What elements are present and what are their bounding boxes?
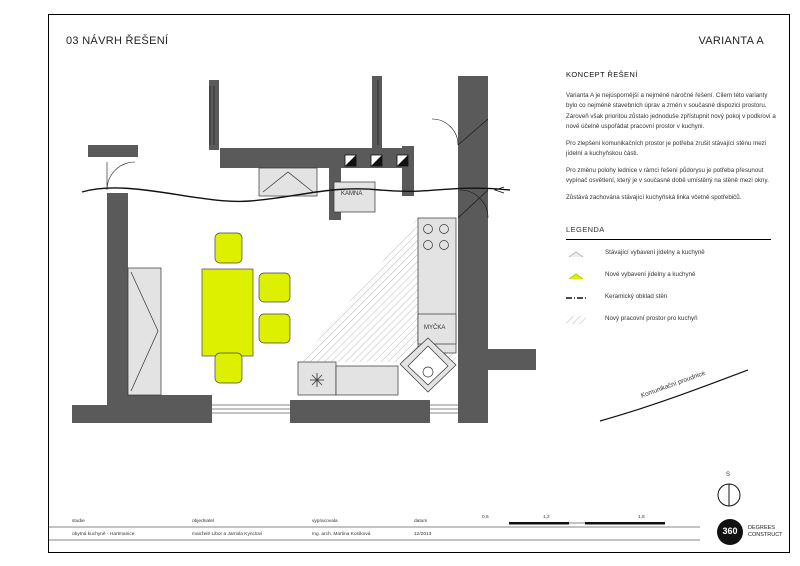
dishwasher-label: MYČKA [424, 325, 446, 331]
concept-paragraph-3: Pro změnu polohy lednice v rámci řešení půdorysu je potřeba přesunout vypínač osvětlení, který je v současné době umístěný na stěně mezi okny. [566, 166, 769, 184]
sink [423, 367, 433, 377]
kamna-label: KAMNA [341, 191, 363, 197]
legend-item-new: Nové vybavení jídelny a kuchyně [566, 270, 776, 292]
footer-value-studie: obytná kuchyně - Hartmanice [72, 532, 135, 537]
legend-title: LEGENDA [566, 225, 771, 240]
concept-panel [566, 70, 776, 336]
tile-line-swatch-icon [566, 294, 586, 302]
logo-number: 360 [722, 526, 738, 536]
north-arrow-icon [718, 484, 740, 506]
north-label: S [726, 472, 731, 478]
scale-label-1: 0,6 [482, 515, 489, 520]
communication-flow-label: Komunikační proudnice [640, 369, 707, 400]
title-block [48, 515, 788, 551]
scale-label-2: 1,2 [543, 515, 550, 520]
company-logo [716, 518, 786, 553]
new-furniture-swatch-icon [566, 272, 586, 280]
footer-label-vypracovala: vypracovala [312, 519, 338, 524]
chimney-flues [345, 155, 408, 166]
variant-title: VARIANTA A [698, 35, 764, 47]
logo-text-1: DEGREES [748, 525, 775, 531]
footer-value-datum: 12/2013 [414, 532, 432, 537]
new-dining-set [202, 233, 290, 383]
footer-value-vypracovala: Ing. arch. Martina Kosíková [312, 532, 371, 537]
logo-text-2: CONSTRUCT [748, 532, 783, 538]
hatch-swatch-icon [566, 316, 586, 324]
legend-item-existing: Stávající vybavení jídelny a kuchyně [566, 248, 776, 270]
concept-paragraph-1: Varianta A je nejúspornější a nejméně náročné řešení. Cílem této varianty bylo co nejméně stavebních úprav a změn v současné dispozici prostoru. Zároveň však prioritou zůstalo jednoduše zpřístupnit nový pokoj v podkroví a nově účelně uspořádat pracovní prostor v kuchyni. [566, 91, 776, 130]
sheet-title: 03 NÁVRH ŘEŠENÍ [66, 35, 169, 47]
concept-title: KONCEPT ŘEŠENÍ [566, 70, 638, 79]
fridge-symbol [310, 373, 324, 387]
footer-label-studie: studie [72, 519, 85, 524]
legend-item-tiles: Keramický obklad stěn [566, 292, 776, 314]
existing-furniture-swatch-icon [566, 250, 586, 258]
footer-label-objednatel: objednatel [192, 519, 215, 524]
footer-value-objednatel: manželé Libor a Jarmila Kynclovi [192, 532, 263, 537]
legend-item-work-area: Nový pracovní prostor pro kuchyň [566, 314, 776, 336]
concept-paragraph-4: Zůstává zachována stávající kuchyňská linka včetně spotřebičů. [566, 193, 742, 201]
footer-label-datum: datum [414, 519, 428, 524]
scale-label-3: 1,8 [638, 515, 645, 520]
concept-paragraph-2: Pro zlepšení komunikačních prostor je potřeba zrušit stávající stěnu mezi jídelní a kuchyňskou části. [566, 139, 767, 157]
